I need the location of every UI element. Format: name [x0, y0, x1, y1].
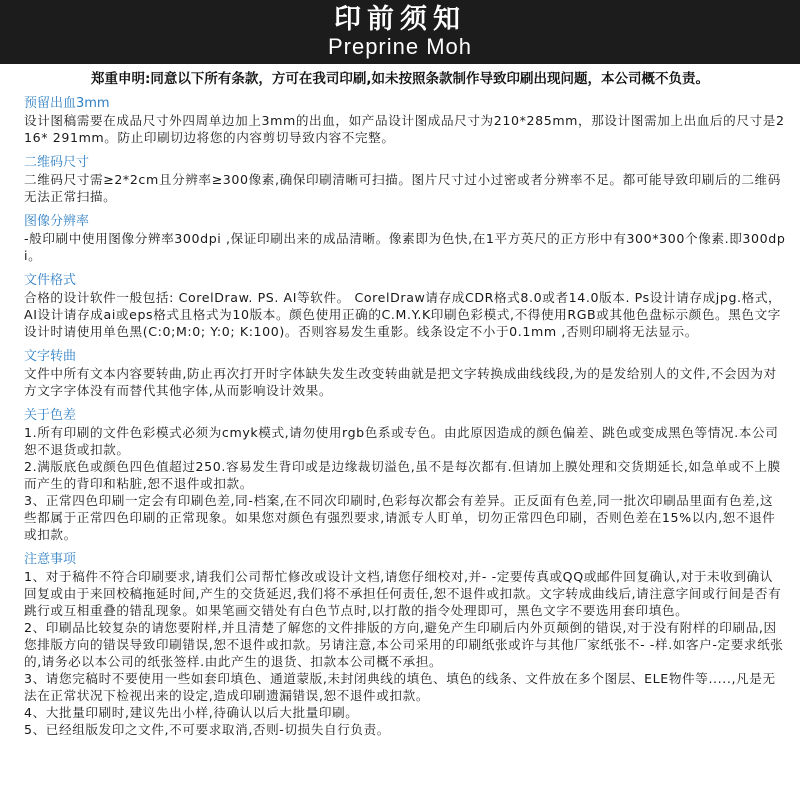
section-paragraph: 1.所有印刷的文件色彩模式必须为cmyk模式,请勿使用rgb色系或专色。由此原因造成的颜色偏差、跳色或变成黑色等情况.本公司恕不退货或扣款。 [24, 425, 779, 457]
section-paragraph: 5、已经组版发印之文件,不可要求取消,否则-切损失自行负责。 [24, 722, 391, 737]
section-paragraph: 3、请您完稿时不要使用一些如套印填色、通道蒙版,未封闭典线的填色、填色的线条、文件放在多个图层、ELE物件等.....,凡是无法在正常状况下检视出来的设定,造成印刷遗漏错误,恕不退件或扣款。 [24, 671, 776, 703]
section-file-format [24, 272, 786, 340]
section-qrcode [24, 154, 786, 205]
section-title: 文件格式 [24, 273, 77, 288]
section-paragraph: -般印刷中使用图像分辨率300dpi ,保证印刷出来的成品清晰。像素即为色快,在1平方英尺的正方形中有300*300个像素.即300dpi。 [24, 231, 786, 263]
section-paragraph: 1、对于稿件不符合印刷要求,请我们公司帮忙修改或设计文档,请您仔细校对,并- -定要传真或QQ或邮件回复确认,对于未收到确认回复或由于来回校稿拖延时间,产生的交货延迟,我们将不承担任何责任,恕不退件或扣款。文字转成曲线后,请注意字间或行间是否有跳行或互相重叠的错乱现象。如果笔画交错处有白色节点时,以打散的指令处理即可，黑色文字不要选用套印填色。 [24, 569, 782, 618]
section-paragraph: 设计图稿需要在成品尺寸外四周单边加上3mm的出血，如产品设计图成品尺寸为210*285mm，那设计图需加上出血后的尺寸是216* 291mm。防止印刷切边将您的内容剪切导致内容不完整。 [24, 113, 785, 145]
section-paragraph: 合格的设计软件一般包括: CorelDraw. PS. AI等软件。 CorelDraw请存成CDR格式8.0或者14.0版本. Ps设计请存成jpg.格式，AI设计请存成ai或eps格式且格式为10版本。颜色使用正确的C.M.Y.K印刷色彩模式,不得使用RGB或其他色盘标示颜色。黑色文字设计时请使用单色黑(C:0;M:0; Y:0; K:100)。否则容易发生重影。线条设定不小于0.1mm ,否则印刷将无法显示。 [24, 290, 782, 339]
section-paragraph: 文件中所有文本内容要转曲,防止再次打开时字体缺失发生改变转曲就是把文字转换成曲线线段,为的是发给别人的文件,不会因为对方文字字体没有而替代其他字体,从而影响设计效果。 [24, 366, 777, 398]
section-title: 二维码尺寸 [24, 155, 90, 170]
disclaimer-text: 郑重申明:同意以下所有条款，方可在我司印刷,如未按照条款制作导致印刷出现问题，本公司概不负责。 [90, 71, 710, 87]
section-notes [24, 551, 786, 738]
section-title: 图像分辨率 [24, 214, 90, 229]
section-resolution [24, 213, 786, 264]
page-title: 印前须知 [334, 4, 466, 35]
section-paragraph: 3、正常四色印刷一定会有印刷色差,同-档案,在不同次印刷时,色彩每次都会有差异。正反面有色差,同一批次印刷品里面有色差,这些都属于正常四色印刷的正常现象。如果您对颜色有强烈要求,请派专人盯单，切勿正常四色印刷，否则色差在15%以内,恕不退件或扣款。 [24, 493, 776, 542]
section-color-difference [24, 407, 786, 543]
section-title: 注意事项 [24, 552, 77, 567]
page-header [0, 0, 800, 64]
section-paragraph: 2、印刷品比较复杂的请您要附样,并且清楚了解您的文件排版的方向,避免产生印刷后内外页颠倒的错误,对于没有附样的印刷品,因您排版方向的错误导致印刷错误,恕不退件或扣款。另请注意,本公司采用的印刷纸张或许与其他厂家纸张不- -样.如客户-定要求纸张的,请务必以本公司的纸张签样.由此产生的退货、扣款本公司概不承担。 [24, 620, 784, 669]
terms-content [0, 95, 800, 738]
page-subtitle: Preprine Moh [327, 34, 473, 59]
section-paragraph: 2.满版底色或颜色四色值超过250.容易发生背印或是边缘裁切溢色,虽不是每次都有.但请加上膜处理和交货期延长,如急单或不上膜而产生的背印和粘脏,恕不退件或扣款。 [24, 459, 781, 491]
section-title: 预留出血3mm [24, 96, 110, 111]
section-title: 关于色差 [24, 408, 77, 423]
section-paragraph: 二维码尺寸需≥2*2cm且分辨率≥300像素,确保印刷清晰可扫描。图片尺寸过小过密或者分辨率不足。都可能导致印刷后的二维码无法正常扫描。 [24, 172, 781, 204]
section-title: 文字转曲 [24, 349, 77, 364]
section-text-outline [24, 348, 786, 399]
section-paragraph: 4、大批量印刷时,建议先出小样,待确认以后大批量印刷。 [24, 705, 359, 720]
section-bleed [24, 95, 786, 146]
